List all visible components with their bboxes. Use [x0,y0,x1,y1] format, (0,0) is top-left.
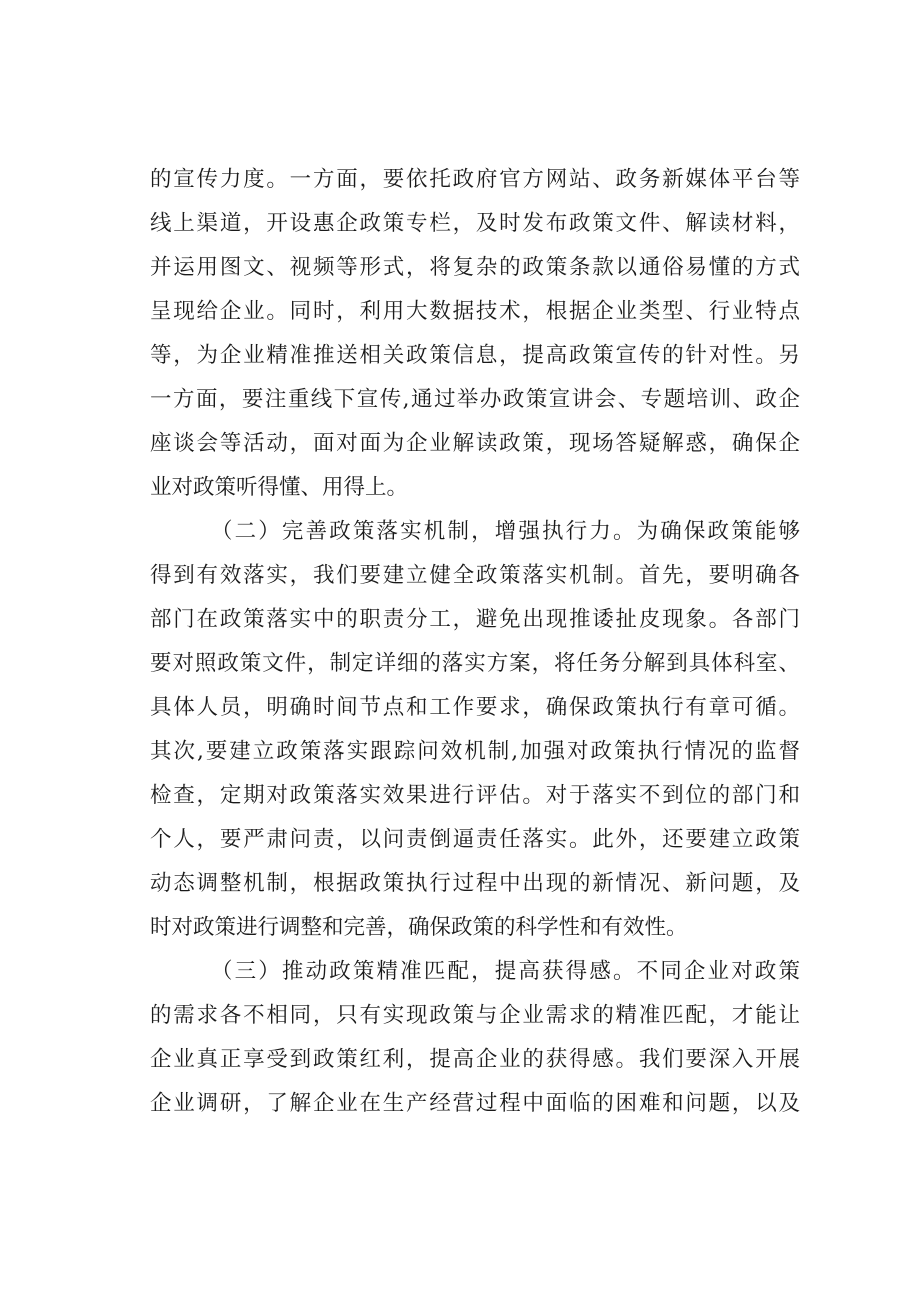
text-line: 等，为企业精准推送相关政策信息，提高政策宣传的针对性。另 [150,343,800,368]
text-line: 并运用图文、视频等形式，将复杂的政策条款以通俗易懂的方式 [150,255,800,280]
text-line: 要对照政策文件，制定详细的落实方案，将任务分解到具体科室、 [150,651,800,676]
text-line: 其次,要建立政策落实跟踪问效机制,加强对政策执行情况的监督 [150,739,800,764]
text-line: 的宣传力度。一方面，要依托政府官方网站、政务新媒体平台等 [150,167,800,192]
text-line: 检查，定期对政策落实效果进行评估。对于落实不到位的部门和 [150,783,800,808]
text-line: 企业真正享受到政策红利，提高企业的获得感。我们要深入开展 [150,1047,800,1072]
text-line: 座谈会等活动，面对面为企业解读政策，现场答疑解惑，确保企 [150,431,800,456]
text-line: 线上渠道，开设惠企政策专栏，及时发布政策文件、解读材料， [150,211,800,236]
section-heading-2: （二）完善政策落实机制，增强执行力。为确保政策能够 [211,519,800,544]
text-line: 企业调研，了解企业在生产经营过程中面临的困难和问题，以及 [150,1091,800,1116]
text-line: 业对政策听得懂、用得上。 [150,475,409,500]
text-line: 个人，要严肃问责，以问责倒逼责任落实。此外，还要建立政策 [150,827,800,852]
text-line: 动态调整机制，根据政策执行过程中出现的新情况、新问题，及 [150,871,800,896]
text-line: 时对政策进行调整和完善，确保政策的科学性和有效性。 [150,915,688,940]
text-line: 的需求各不相同，只有实现政策与企业需求的精准匹配，才能让 [150,1003,800,1028]
text-line: 一方面，要注重线下宣传,通过举办政策宣讲会、专题培训、政企 [150,387,800,412]
text-line: 部门在政策落实中的职责分工，避免出现推诿扯皮现象。各部门 [150,607,800,632]
text-line: 得到有效落实，我们要建立健全政策落实机制。首先，要明确各 [150,563,800,588]
text-line: 具体人员，明确时间节点和工作要求，确保政策执行有章可循。 [150,695,800,720]
section-heading-3: （三）推动政策精准匹配，提高获得感。不同企业对政策 [211,959,800,984]
text-line: 呈现给企业。同时，利用大数据技术，根据企业类型、行业特点 [150,299,800,324]
